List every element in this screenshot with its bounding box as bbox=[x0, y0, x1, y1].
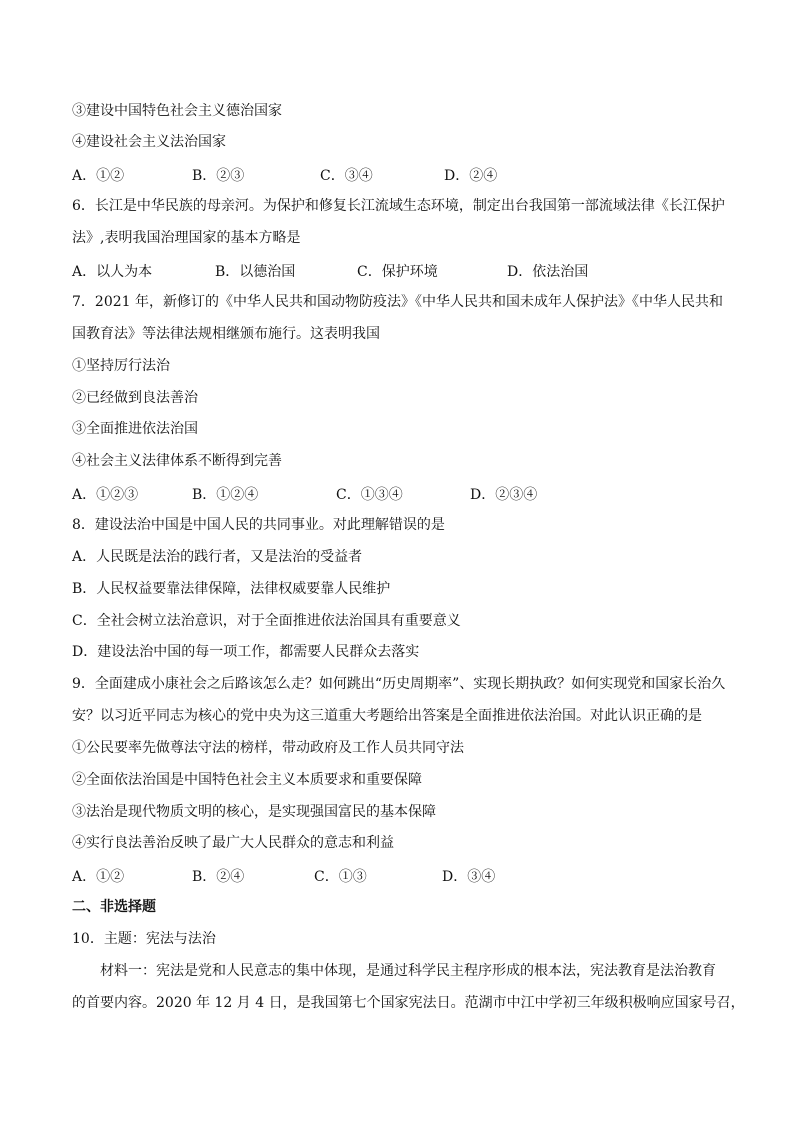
option-d: D．③④ bbox=[442, 869, 496, 885]
q8-option-a: A．人民既是法治的践行者，又是法治的受益者 bbox=[72, 549, 363, 565]
q7-stem-line-2: 国教育法》等法律法规相继颁布施行。这表明我国 bbox=[72, 326, 380, 342]
q7-item-4: ④社会主义法律体系不断得到完善 bbox=[72, 453, 282, 469]
q6-options bbox=[72, 261, 732, 279]
option-b: B．以德治国 bbox=[215, 264, 296, 280]
continued-options bbox=[72, 165, 732, 183]
q10-material-line-1: 材料一：宪法是党和人民意志的集中体现，是通过科学民主程序形成的根本法，宪法教育是法治教育 bbox=[100, 963, 716, 979]
option-a: A．以人为本 bbox=[72, 264, 153, 280]
option-c: C．①③④ bbox=[336, 487, 403, 503]
q6-stem-line-1: 6．长江是中华民族的母亲河。为保护和修复长江流域生态环境，制定出台我国第一部流域法律《长江保护 bbox=[72, 198, 725, 214]
q8-option-b: B．人民权益要靠法律保障，法律权威要靠人民维护 bbox=[72, 581, 391, 597]
option-d: D．②③④ bbox=[470, 487, 538, 503]
option-a: A．①②③ bbox=[72, 487, 139, 503]
q7-stem-line-1: 7．2021 年，新修订的《中华人民共和国动物防疫法》《中华人民共和国未成年人保护法》《中华人民共和 bbox=[72, 294, 723, 310]
q9-item-4: ④实行良法善治反映了最广大人民群众的意志和利益 bbox=[72, 835, 394, 851]
q9-stem-line-2: 安？以习近平同志为核心的党中央为这三道重大考题给出答案是全面推进依法治国。对此认识正确的是 bbox=[72, 708, 702, 724]
continued-item-4: ④建设社会主义法治国家 bbox=[72, 134, 226, 150]
q9-item-3: ③法治是现代物质文明的核心，是实现强国富民的基本保障 bbox=[72, 804, 436, 820]
q7-item-1: ①坚持厉行法治 bbox=[72, 358, 170, 374]
option-d: D．依法治国 bbox=[507, 264, 589, 280]
option-b: B．②④ bbox=[192, 869, 245, 885]
section-heading: 二、非选择题 bbox=[72, 899, 156, 915]
option-a: A．①② bbox=[72, 168, 125, 184]
q7-item-3: ③全面推进依法治国 bbox=[72, 421, 198, 437]
option-b: B．②③ bbox=[192, 168, 245, 184]
q8-stem: 8．建设法治中国是中国人民的共同事业。对此理解错误的是 bbox=[72, 517, 445, 533]
q8-option-d: D．建设法治中国的每一项工作，都需要人民群众去落实 bbox=[72, 644, 420, 660]
option-b: B．①②④ bbox=[192, 487, 259, 503]
q7-item-2: ②已经做到良法善治 bbox=[72, 390, 198, 406]
option-c: C．保护环境 bbox=[357, 264, 438, 280]
option-c: C．③④ bbox=[320, 168, 373, 184]
q7-options bbox=[72, 484, 732, 502]
q9-stem-line-1: 9．全面建成小康社会之后路该怎么走？如何跳出“历史周期率”、实现长期执政？如何实现党和国家长治久 bbox=[72, 676, 726, 692]
continued-item-3: ③建设中国特色社会主义德治国家 bbox=[72, 103, 282, 119]
q9-options bbox=[72, 866, 732, 884]
option-d: D．②④ bbox=[444, 168, 498, 184]
option-c: C．①③ bbox=[314, 869, 367, 885]
option-a: A．①② bbox=[72, 869, 125, 885]
q10-theme: 10．主题：宪法与法治 bbox=[72, 931, 216, 947]
q9-item-1: ①公民要率先做尊法守法的榜样，带动政府及工作人员共同守法 bbox=[72, 740, 464, 756]
q10-material-line-2: 的首要内容。2020 年 12 月 4 日，是我国第七个国家宪法日。范湖市中江中学初三年级积极响应国家号召， bbox=[72, 995, 745, 1011]
q9-item-2: ②全面依法治国是中国特色社会主义本质要求和重要保障 bbox=[72, 772, 422, 788]
q8-option-c: C．全社会树立法治意识，对于全面推进依法治国具有重要意义 bbox=[72, 613, 461, 629]
q6-stem-line-2: 法》,表明我国治理国家的基本方略是 bbox=[72, 230, 301, 246]
